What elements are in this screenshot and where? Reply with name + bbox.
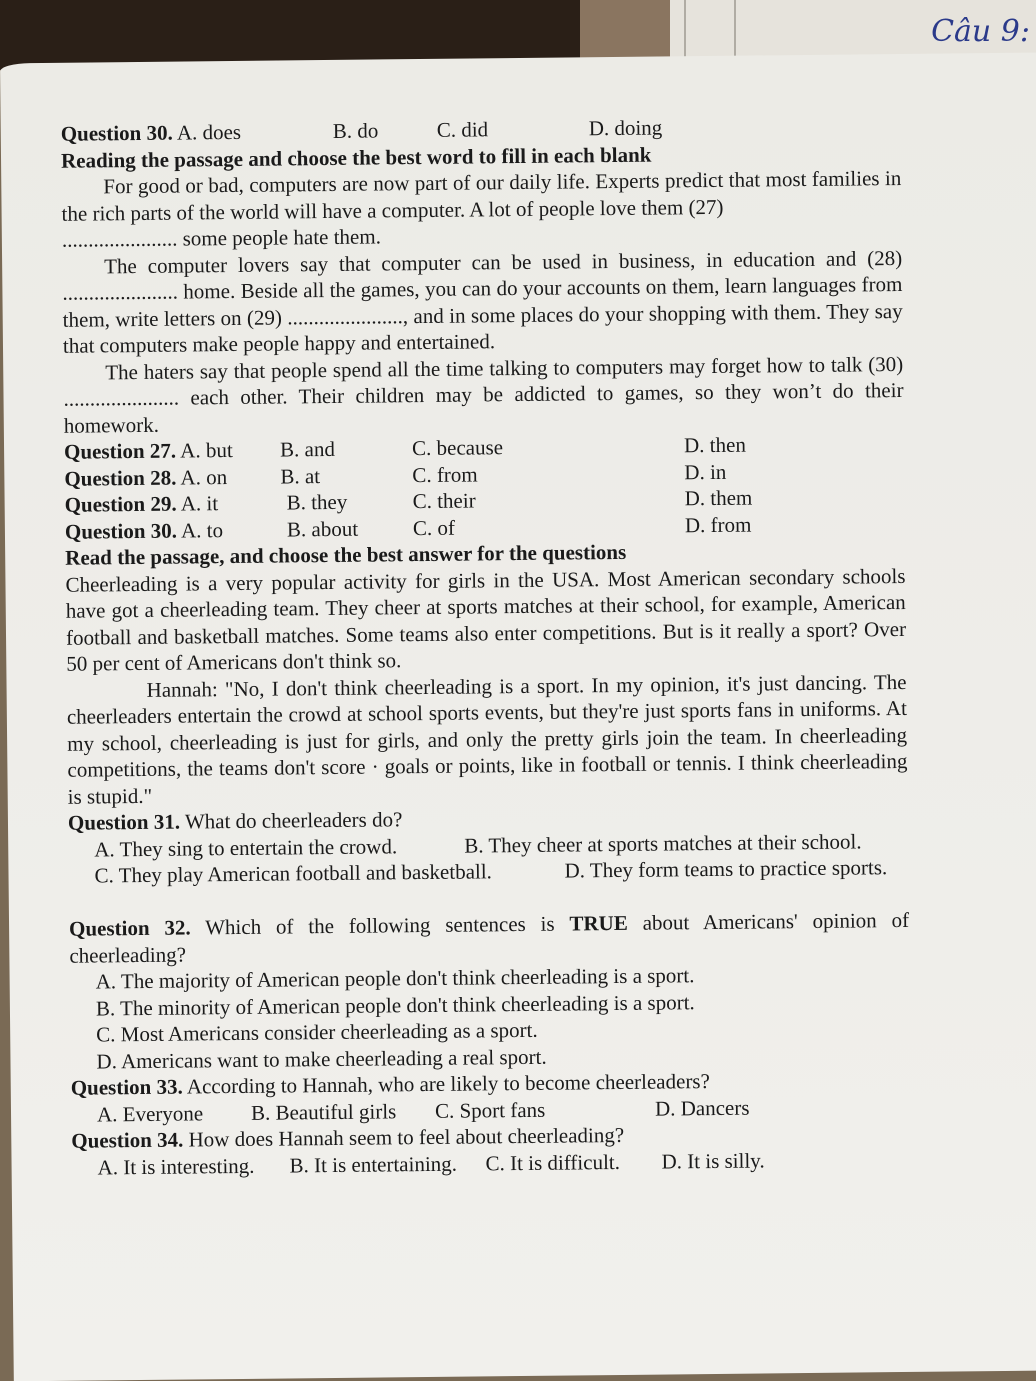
option-a: A. They sing to entertain the crowd.	[94, 834, 397, 861]
option-a: A. but	[180, 438, 233, 463]
option-b: B. about	[287, 515, 358, 542]
question-text: How does Hannah seem to feel about cheerleading?	[188, 1123, 624, 1152]
question-32-option-b: B. The minority of American people don't think cheerleading is a sport.	[70, 986, 910, 1021]
option-b: B. Beautiful girls	[251, 1098, 397, 1126]
option-a: A. does	[177, 120, 241, 145]
option-d: D. doing	[589, 114, 663, 141]
section-2-heading: Read the passage, and choose the best answer for the questions	[65, 536, 905, 571]
question-label: Question 27.	[64, 439, 176, 464]
option-d: D. in	[684, 458, 726, 485]
question-text: What do cheerleaders do?	[185, 807, 403, 833]
option-c: C. It is difficult.	[485, 1148, 620, 1176]
section-1-paragraph-2	[62, 244, 903, 359]
option-a: A. Everyone	[97, 1101, 203, 1126]
option-c: C. did	[437, 116, 489, 143]
option-b: B. It is entertaining.	[289, 1150, 457, 1178]
option-d: D. Dancers	[655, 1094, 750, 1121]
question-32-option-a: A. The majority of American people don't think cheerleading is a sport.	[70, 960, 910, 995]
worksheet-content	[61, 112, 912, 1181]
option-d: D. from	[685, 511, 752, 538]
question-label: Question 30.	[61, 121, 173, 146]
option-a: A. it	[181, 491, 219, 515]
section-1-paragraph-1	[61, 165, 902, 253]
option-c: C. because	[412, 434, 503, 461]
paragraph-text: The computer lovers say that computer can be used in business, in education and (28)	[104, 245, 902, 277]
answer-grid	[64, 430, 905, 545]
option-c: C. from	[412, 461, 478, 488]
question-emphasis: TRUE	[569, 911, 628, 936]
question-label: Question 32.	[69, 915, 191, 940]
question-text: about Americans' opinion of cheerleading?	[69, 908, 909, 967]
option-d: D. They form teams to practice sports.	[564, 854, 904, 884]
question-text: Which of the following sentences is	[205, 912, 570, 940]
section-2-paragraph-1: Cheerleading is a very popular activity for girls in the USA. Most American secondary schools have got a cheerleading team. They cheer at sports matches at their school, for example, American football and basketball matches. Some teams also enter competitions. But is it really a sport? Over 50 per cent of Americans don't think so.	[65, 562, 906, 677]
option-d: D. them	[684, 485, 752, 512]
option-a: A. to	[181, 518, 223, 542]
question-32-option-d: D. Americans want to make cheerleading a real sport.	[70, 1039, 910, 1074]
section-1-paragraph-3: The haters say that people spend all the time talking to computers may forget how to talk (30) ...................... each other. Their children may be addicted to games, so they won’t do their homework.	[63, 350, 904, 438]
question-label: Question 33.	[71, 1075, 183, 1100]
option-d: D. then	[684, 432, 746, 459]
option-c: C. of	[413, 514, 455, 541]
paragraph-text: ...................... some people hate them.	[62, 224, 381, 251]
option-b: B. they	[287, 489, 348, 516]
question-label: Question 29.	[65, 492, 177, 517]
option-c: C. their	[412, 487, 475, 514]
paragraph-text: ...................... home. Beside all the games, you can do your accounts on them, learn languages from them, write letters on (29) ......................, and in some places do your shopping with them. They say that computers make people happy and entertained.	[62, 272, 902, 358]
option-b: B. and	[280, 436, 335, 463]
option-a: A. It is interesting.	[97, 1153, 254, 1179]
question-label: Question 34.	[71, 1128, 183, 1153]
question-32-option-c: C. Most Americans consider cheerleading as a sport.	[70, 1013, 910, 1048]
section-1-heading: Reading the passage and choose the best word to fill in each blank	[61, 138, 901, 173]
option-b: B. at	[280, 463, 320, 490]
section-2-paragraph-2: Hannah: "No, I don't think cheerleading is a sport. In my opinion, it's just dancing. The cheerleaders entertain the crowd at school sports events, but they're just sports fans in uniforms. At my school, cheerleading is just for girls, and only the pretty girls join the team. In cheerleading competitions, the teams don't score · goals or points, like in football or tennis. I think cheerleading is stupid."	[66, 668, 907, 809]
option-c: C. Sport fans	[435, 1096, 546, 1124]
question-text: According to Hannah, who are likely to become cheerleaders?	[187, 1069, 710, 1098]
option-b: B. do	[333, 117, 379, 144]
question-label: Question 30.	[65, 518, 177, 543]
option-c: C. They play American football and basketball.	[94, 859, 492, 887]
corner-handwritten-note: Câu 9:	[931, 14, 1030, 49]
option-a: A. on	[180, 465, 227, 489]
option-b: B. They cheer at sports matches at their school.	[464, 828, 862, 859]
question-label: Question 31.	[68, 810, 180, 835]
option-d: D. It is silly.	[661, 1147, 764, 1175]
question-32	[69, 907, 910, 969]
paragraph-text: For good or bad, computers are now part of our daily life. Experts predict that most families in the rich parts of the world will have a computer. A lot of people love them (27)	[61, 166, 901, 225]
question-label: Question 28.	[64, 465, 176, 490]
worksheet-paper	[0, 53, 1036, 1381]
